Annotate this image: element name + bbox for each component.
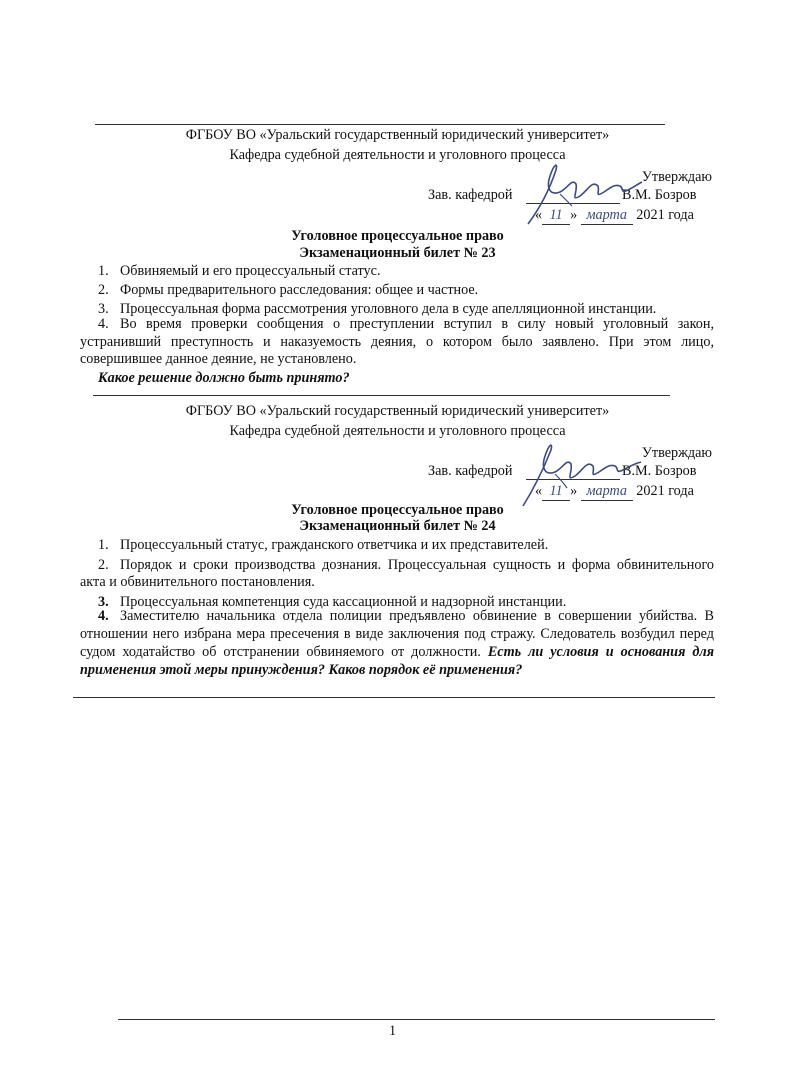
head-label: Зав. кафедрой — [428, 187, 513, 203]
task-number: 4. — [98, 316, 109, 332]
department-name: Кафедра судебной деятельности и уголовного процесса — [229, 147, 566, 163]
date-quote-close: » — [570, 483, 578, 499]
question-number: 2. — [98, 557, 109, 573]
question-text: Обвиняемый и его процессуальный статус. — [120, 263, 381, 279]
separator-rule — [93, 395, 670, 396]
page-number: 1 — [388, 1023, 397, 1039]
list-item — [80, 282, 714, 299]
list-item — [80, 263, 714, 280]
date-quote-open: « — [535, 483, 543, 499]
task-question: Какое решение должно быть принято? — [98, 370, 350, 386]
approve-label: Утверждаю — [641, 445, 712, 461]
task-paragraph — [80, 316, 714, 369]
head-label: Зав. кафедрой — [428, 463, 513, 479]
question-text: Процессуальная форма рассмотрения уголовного дела в суде апелляционной инстанции. — [120, 301, 657, 317]
department-name: Кафедра судебной деятельности и уголовного процесса — [229, 423, 566, 439]
list-item — [80, 537, 714, 554]
date-quote-open: « — [535, 207, 543, 223]
subject-title: Уголовное процессуальное право — [291, 228, 504, 244]
task-paragraph — [80, 607, 714, 679]
question-list — [80, 263, 714, 318]
date-line — [535, 483, 694, 501]
question-number: 1. — [98, 537, 109, 553]
question-number: 3. — [98, 301, 109, 317]
approve-label: Утверждаю — [641, 169, 712, 185]
date-month: марта — [581, 483, 633, 501]
question-text: Формы предварительного расследования: общее и частное. — [120, 282, 479, 298]
task-question: Есть ли условия и основания для применения этой меры принуждения? Каков порядок её применения? — [80, 644, 714, 678]
question-text: Порядок и сроки производства дознания. Процессуальная сущность и форма обвинительного акта и обвинительного постановления. — [80, 557, 714, 590]
university-name: ФГБОУ ВО «Уральский государственный юридический университет» — [185, 403, 610, 419]
list-item — [80, 557, 714, 591]
footer-rule — [118, 1019, 715, 1020]
date-year: 2021 года — [636, 483, 694, 499]
date-day: 11 — [542, 207, 570, 225]
task-text: Заместителю начальника отдела полиции предъявлено обвинение в совершении убийства. В отношении него избрана мера пресечения в виде заключения под стражу. Следователь возбудил перед судом ходатайство об отстранении обвиняемого от должности. — [80, 608, 714, 660]
question-number: 2. — [98, 282, 109, 298]
date-line — [535, 207, 694, 225]
question-text: Процессуальная компетенция суда кассационной и надзорной инстанции. — [120, 594, 567, 610]
task-text: Во время проверки сообщения о преступлении вступил в силу новый уголовный закон, устранивший преступность и наказуемость деяния, о котором было заявлено. При этом лицо, совершившее данное деяние, не установлено. — [80, 316, 714, 367]
date-day: 11 — [542, 483, 570, 501]
head-name: В.М. Бозров — [622, 187, 697, 203]
ticket-title: Экзаменационный билет № 23 — [299, 245, 496, 261]
question-number: 1. — [98, 263, 109, 279]
task-number: 4. — [98, 608, 109, 624]
date-quote-close: » — [570, 207, 578, 223]
question-text: Процессуальный статус, гражданского ответчика и их представителей. — [120, 537, 549, 553]
question-list — [80, 537, 714, 611]
bottom-rule — [73, 697, 715, 698]
question-number: 3. — [98, 594, 109, 610]
ticket-title: Экзаменационный билет № 24 — [299, 518, 496, 534]
university-name: ФГБОУ ВО «Уральский государственный юридический университет» — [185, 127, 610, 143]
head-name: В.М. Бозров — [622, 463, 697, 479]
date-month: марта — [581, 207, 633, 225]
top-rule — [95, 124, 665, 125]
subject-title: Уголовное процессуальное право — [291, 502, 504, 518]
date-year: 2021 года — [636, 207, 694, 223]
